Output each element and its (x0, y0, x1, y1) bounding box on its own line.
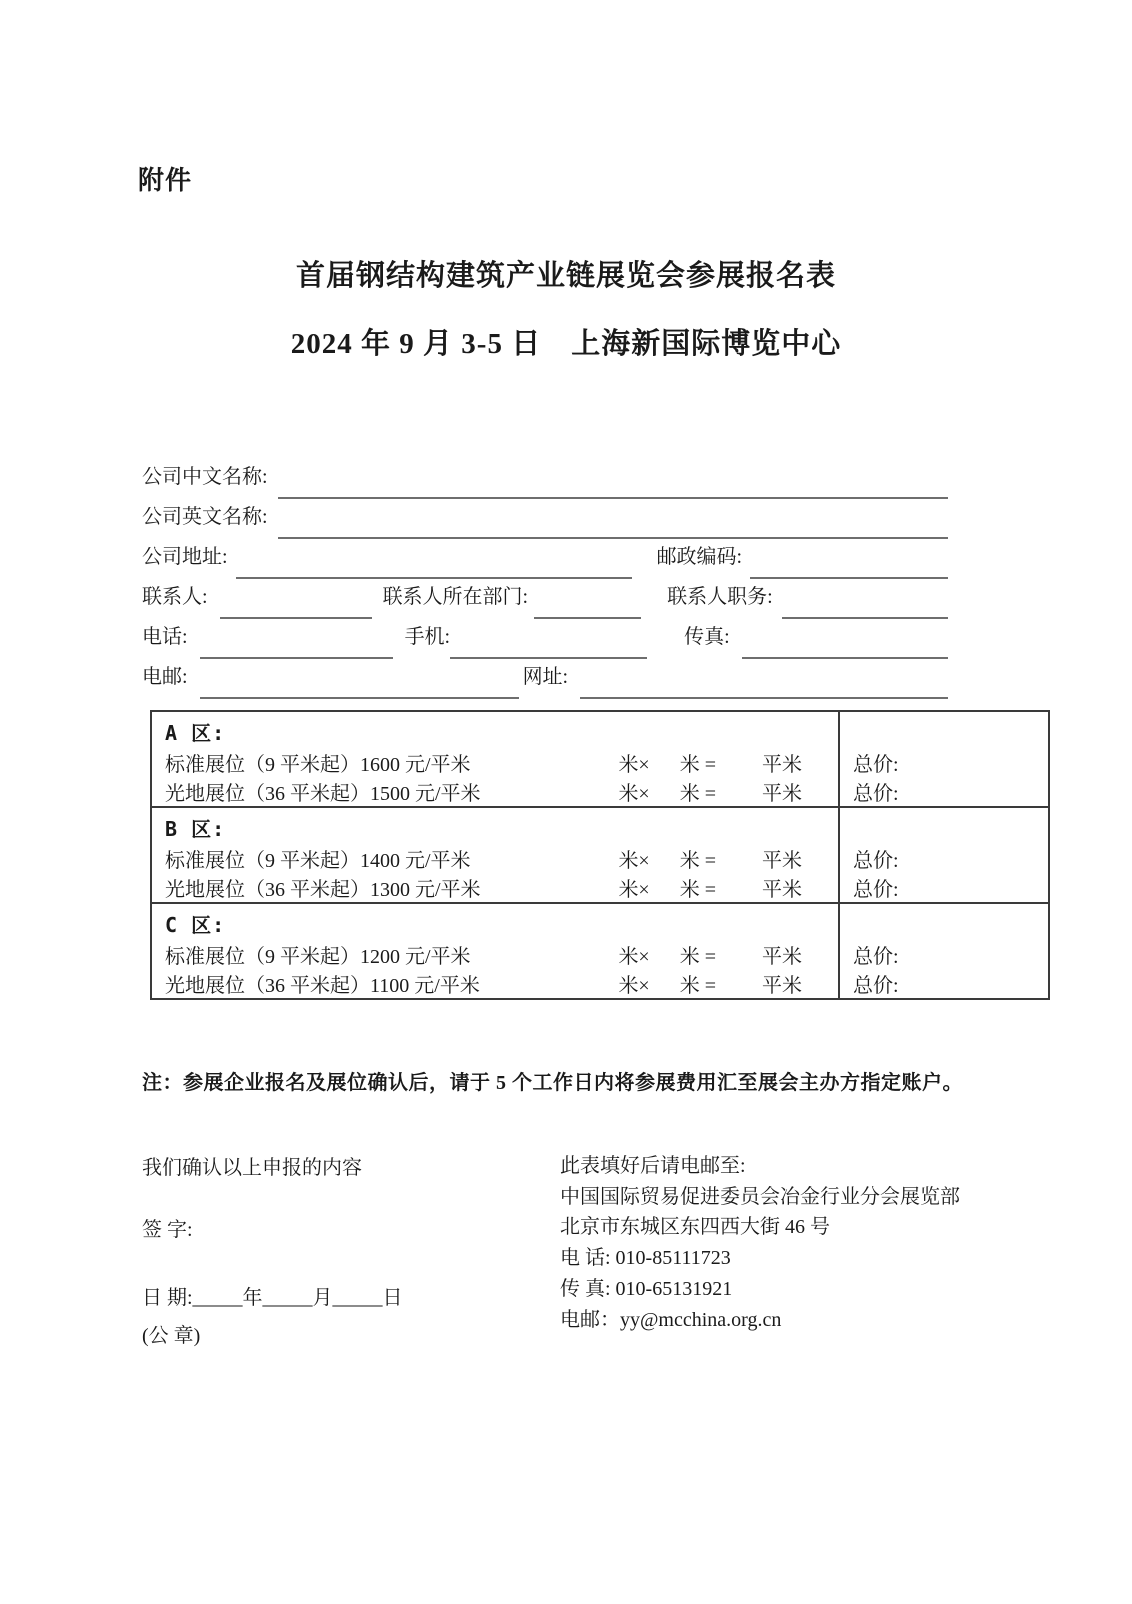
company-en-label: 公司英文名称: (142, 506, 268, 528)
meters-equals-label: 米 = (679, 975, 716, 997)
booth-desc: 光地展位（36 平米起）1100 元/平米 (165, 975, 480, 997)
confirm-statement: 我们确认以上申报的内容 (142, 1157, 362, 1179)
mobile-label: 手机: (404, 626, 451, 648)
total-price-label: 总价: (853, 754, 899, 776)
meters-equals-label: 米 = (679, 754, 716, 776)
sqm-label: 平米 (762, 850, 802, 872)
date-line: 日 期:_____年_____月_____日 (142, 1287, 403, 1309)
contact-block (560, 1151, 960, 1335)
zone-b-standard-row (151, 844, 1049, 873)
address-label: 公司地址: (142, 546, 228, 568)
meters-times-label: 米× (618, 783, 650, 805)
booth-spec-line (165, 969, 838, 998)
company-en-blank[interactable] (278, 516, 948, 539)
booth-desc: 光地展位（36 平米起）1300 元/平米 (165, 879, 481, 901)
booth-spec-line (165, 940, 838, 969)
email-blank[interactable] (200, 676, 519, 699)
zone-c-total-header-cell (839, 903, 1049, 940)
organizer-address: 北京市东城区东四西大街 46 号 (560, 1216, 830, 1239)
company-cn-blank[interactable] (278, 476, 948, 499)
meters-equals-label: 米 = (679, 850, 716, 872)
zone-b-label: B 区: (165, 817, 226, 841)
meters-times-label: 米× (618, 975, 650, 997)
zone-a-standard-row (151, 748, 1049, 777)
organizer-name: 中国国际贸易促进委员会冶金行业分会展览部 (560, 1185, 960, 1208)
sqm-label: 平米 (762, 783, 802, 805)
dept-label: 联系人所在部门: (382, 586, 529, 608)
mobile-blank[interactable] (450, 636, 647, 659)
phone-blank[interactable] (200, 636, 393, 659)
email-label: 电邮: (142, 666, 188, 688)
zone-c-rawspace-row (151, 969, 1049, 999)
total-price-label: 总价: (853, 975, 899, 997)
booth-desc: 标准展位（9 平米起）1400 元/平米 (165, 850, 471, 872)
booth-desc: 光地展位（36 平米起）1500 元/平米 (165, 783, 481, 805)
total-price-label: 总价: (853, 850, 899, 872)
total-price-label: 总价: (853, 783, 899, 805)
zone-a-header-row (151, 711, 1049, 748)
meters-times-label: 米× (618, 946, 650, 968)
phone-label: 电话: (142, 626, 188, 648)
form-row-company-en (142, 500, 948, 540)
zone-b-header-row (151, 807, 1049, 844)
form-row-address (142, 540, 948, 580)
booth-desc: 标准展位（9 平米起）1600 元/平米 (165, 754, 471, 776)
fax-label: 传真: (684, 626, 730, 648)
meters-times-label: 米× (618, 879, 650, 901)
signature-block (142, 1151, 403, 1348)
form-row-company-cn (142, 460, 948, 500)
booth-spec-line (165, 873, 838, 902)
form-row-contact (142, 580, 948, 620)
booth-pricing-table (150, 710, 1050, 1000)
organizer-phone: 电 话: 010-85111723 (560, 1247, 731, 1270)
booth-spec-line (165, 844, 838, 873)
contact-label: 联系人: (142, 586, 208, 608)
dept-blank[interactable] (534, 596, 641, 619)
address-blank[interactable] (236, 556, 632, 579)
total-price-label: 总价: (853, 879, 899, 901)
form-row-email (142, 660, 948, 700)
organizer-fax: 传 真: 010-65131921 (560, 1277, 733, 1300)
booth-desc: 标准展位（9 平米起）1200 元/平米 (165, 946, 471, 968)
total-price-label: 总价: (853, 946, 899, 968)
website-blank[interactable] (580, 676, 948, 699)
meters-equals-label: 米 = (679, 783, 716, 805)
company-cn-label: 公司中文名称: (142, 466, 268, 488)
sqm-label: 平米 (762, 975, 802, 997)
fax-blank[interactable] (742, 636, 948, 659)
postal-blank[interactable] (750, 556, 948, 579)
zone-b-rawspace-row (151, 873, 1049, 903)
zone-c-label: C 区: (165, 913, 226, 937)
meters-times-label: 米× (618, 754, 650, 776)
position-blank[interactable] (782, 596, 948, 619)
zone-b-total-header-cell (839, 807, 1049, 844)
sqm-label: 平米 (762, 754, 802, 776)
website-label: 网址: (522, 666, 569, 688)
zone-c-header-row (151, 903, 1049, 940)
attachment-label: 附件 (138, 165, 193, 195)
booth-spec-line (165, 748, 838, 777)
meters-times-label: 米× (618, 850, 650, 872)
position-label: 联系人职务: (667, 586, 773, 608)
meters-equals-label: 米 = (679, 946, 716, 968)
postal-label: 邮政编码: (656, 546, 743, 568)
registration-form (142, 460, 948, 700)
subtitle-venue: 上海新国际博览中心 (571, 328, 842, 360)
sqm-label: 平米 (762, 946, 802, 968)
subtitle-date: 2024 年 9 月 3-5 日 (290, 328, 542, 360)
booth-spec-line (165, 777, 838, 806)
organizer-email: 电邮：yy@mcchina.org.cn (560, 1308, 782, 1331)
signature-label: 签 字: (142, 1219, 193, 1241)
company-seal-label: (公 章) (142, 1325, 201, 1347)
footer (0, 1151, 1132, 1351)
sqm-label: 平米 (762, 879, 802, 901)
doc-title: 首届钢结构建筑产业链展览会参展报名表 (295, 260, 836, 292)
zone-a-total-header-cell (839, 711, 1049, 748)
mailto-heading: 此表填好后请电邮至: (560, 1155, 746, 1177)
payment-note: 注：参展企业报名及展位确认后，请于 5 个工作日内将参展费用汇至展会主办方指定账户。 (142, 1072, 963, 1094)
zone-a-rawspace-row (151, 777, 1049, 807)
contact-blank[interactable] (220, 596, 372, 619)
zone-a-label: A 区: (165, 721, 226, 745)
zone-c-standard-row (151, 940, 1049, 969)
form-row-phone (142, 620, 948, 660)
doc-subtitle (0, 321, 1132, 362)
meters-equals-label: 米 = (679, 879, 716, 901)
